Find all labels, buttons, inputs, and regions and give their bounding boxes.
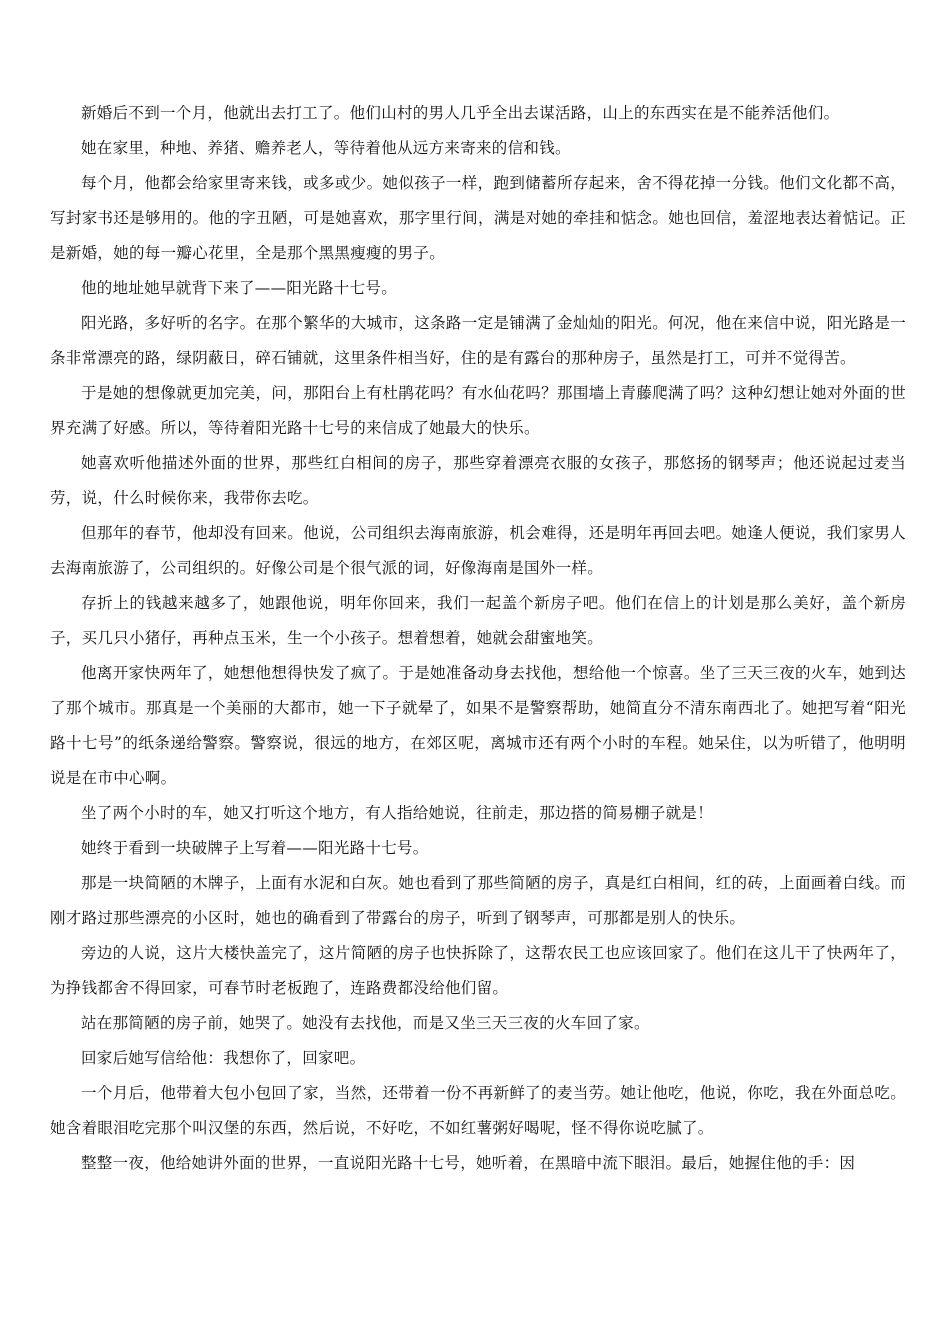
- paragraph: 一个月后，他带着大包小包回了家，当然，还带着一份不再新鲜了的麦当劳。她让他吃，他说，你吃，我在外面总吃。她含着眼泪吃完那个叫汉堡的东西，然后说，不好吃，不如红薯粥好喝呢，怪不得你说吃腻了。: [50, 1084, 906, 1137]
- paragraph: 旁边的人说，这片大楼快盖完了，这片简陋的房子也快拆除了，这帮农民工也应该回家了。他们在这儿干了快两年了，为挣钱都舍不得回家，可春节时老板跑了，连路费都没给他们留。: [50, 944, 906, 997]
- paragraph: 坐了两个小时的车，她又打听这个地方，有人指给她说，往前走，那边搭的简易棚子就是！: [81, 804, 714, 822]
- paragraph: 她终于看到一块破牌子上写着——阳光路十七号。: [81, 839, 429, 857]
- paragraph: 回家后她写信给他：我想你了，回家吧。: [81, 1049, 366, 1067]
- paragraph: 但那年的春节，他却没有回来。他说，公司组织去海南旅游，机会难得，还是明年再回去吧。她逢人便说，我们家男人去海南旅游了，公司组织的。好像公司是个很气派的词，好像海南是国外一样。: [50, 524, 906, 577]
- paragraph: 她在家里，种地、养猪、赡养老人，等待着他从远方来寄来的信和钱。: [81, 139, 571, 157]
- paragraph: 阳光路，多好听的名字。在那个繁华的大城市，这条路一定是铺满了金灿灿的阳光。何况，他在来信中说，阳光路是一条非常漂亮的路，绿阴蔽日，碎石铺就，这里条件相当好，住的是有露台的那种房子，虽然是打工，可并不觉得苦。: [50, 314, 906, 367]
- paragraph: 那是一块简陋的木牌子，上面有水泥和白灰。她也看到了那些简陋的房子，真是红白相间，红的砖，上面画着白线。而刚才路过那些漂亮的小区时，她也的确看到了带露台的房子，听到了钢琴声，可那都是别人的快乐。: [50, 874, 906, 927]
- paragraph: 她喜欢听他描述外面的世界，那些红白相间的房子，那些穿着漂亮衣服的女孩子，那悠扬的钢琴声；他还说起过麦当劳，说，什么时候你来，我带你去吃。: [50, 454, 906, 507]
- paragraph: 他离开家快两年了，她想他想得快发了疯了。于是她准备动身去找他，想给他一个惊喜。坐了三天三夜的火车，她到达了那个城市。那真是一个美丽的大都市，她一下子就晕了，如果不是警察帮助，她简直分不清东南西北了。她把写着“阳光路十七号”的纸条递给警察。警察说，很远的地方，在郊区呢，离城市还有两个小时的车程。她呆住，以为听错了，他明明说是在市中心啊。: [50, 664, 906, 787]
- paragraph: 新婚后不到一个月，他就出去打工了。他们山村的男人几乎全出去谋活路，山上的东西实在是不能养活他们。: [81, 104, 840, 122]
- article-body: [50, 96, 906, 1181]
- paragraph: 每个月，他都会给家里寄来钱，或多或少。她似孩子一样，跑到储蓄所存起来，舍不得花掉一分钱。他们文化都不高，写封家书还是够用的。他的字丑陋，可是她喜欢，那字里行间，满是对她的牵挂和惦念。她也回信，羞涩地表达着惦记。正是新婚，她的每一瓣心花里，全是那个黑黑瘦瘦的男子。: [50, 174, 906, 262]
- paragraph: 于是她的想像就更加完美，问，那阳台上有杜鹃花吗？有水仙花吗？那围墙上青藤爬满了吗？这种幻想让她对外面的世界充满了好感。所以，等待着阳光路十七号的来信成了她最大的快乐。: [50, 384, 906, 437]
- paragraph: 他的地址她早就背下来了——阳光路十七号。: [81, 279, 398, 297]
- paragraph: 存折上的钱越来越多了，她跟他说，明年你回来，我们一起盖个新房子吧。他们在信上的计划是那么美好，盖个新房子，买几只小猪仔，再种点玉米，生一个小孩子。想着想着，她就会甜蜜地笑。: [50, 594, 906, 647]
- paragraph: 站在那简陋的房子前，她哭了。她没有去找他，而是又坐三天三夜的火车回了家。: [81, 1014, 650, 1032]
- paragraph: 整整一夜，他给她讲外面的世界，一直说阳光路十七号，她听着，在黑暗中流下眼泪。最后，她握住他的手：因: [81, 1154, 856, 1172]
